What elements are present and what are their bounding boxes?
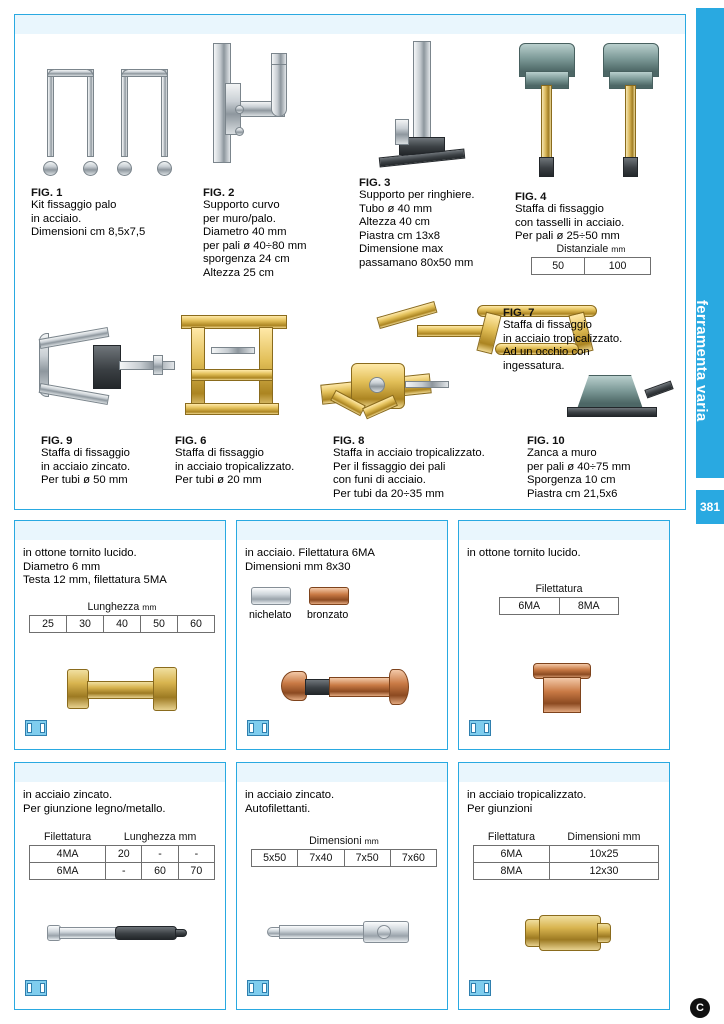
fig8-line-1: Per il fissaggio dei pali [333,460,446,473]
fig4-table-caption-text: Distanziale [556,243,609,255]
product-46540-desc-1: Dimensioni mm 8x30 [245,560,351,573]
fig4-table [531,243,651,275]
packaging-icon [469,977,491,999]
fig9-caption [41,435,171,488]
fig2-line-4: sporgenza 24 cm [203,253,290,266]
product-46600-image [267,913,427,955]
fig2-label: FIG. 2 [203,187,235,199]
product-46620-hdr-0: Filettatura [474,829,550,846]
product-46580-desc-0: in acciaio zincato. [23,789,113,801]
product-46600-val-3: 7x60 [390,850,436,867]
product-46560-table-caption-text: Filettatura [535,583,583,595]
fig8-caption [333,435,513,501]
product-46620-unit: mm [622,831,641,843]
product-46620-desc [467,789,667,816]
packaging-icon [25,717,47,739]
section-header-bg [15,15,685,34]
product-46530-table-caption-text: Lunghezza [87,601,140,613]
fig3-label: FIG. 3 [359,177,391,189]
product-46600-val-2: 7x50 [344,850,390,867]
swatch-bronzato [309,587,349,605]
product-46560-image [533,663,603,719]
fig2-caption [203,187,353,281]
fig8-label: FIG. 8 [333,435,365,447]
fig9-line-2: Per tubi ø 50 mm [41,474,128,487]
fig10-line-1: per pali ø 40÷75 mm [527,460,631,473]
fig7-line-1: in acciaio tropicalizzato. [503,332,623,345]
product-46600-desc-1: Autofilettanti. [245,802,311,815]
product-46530-table-caption [29,601,215,616]
fig10-image [561,371,681,433]
product-46600-val-0: 5x50 [252,850,298,867]
swatch-nichelato [251,587,291,605]
table-row [30,616,215,633]
product-46620-r1c0: 8MA [474,863,550,880]
product-46580-r1c3: 70 [178,863,214,880]
product-46600-table-caption [251,835,437,850]
fig4-line-0: Staffa di fissaggio [515,203,604,215]
product-46530-desc-1: Diametro 6 mm [23,560,101,573]
swatch-label-0: nichelato [249,609,292,621]
product-46580-table [29,829,215,880]
product-46620-hdr-1: Dimensioni [567,831,620,843]
product-46560-table [499,583,619,615]
product-46580-desc-1: Per giunzione legno/metallo. [23,802,166,815]
product-46600 [236,762,448,1010]
fig7-line-3: ingessatura. [503,359,565,372]
product-46530-desc-0: in ottone tornito lucido. [23,547,137,559]
product-46530-header [15,521,225,540]
product-46530-val-2: 40 [104,616,141,633]
fig10-line-2: Sporgenza 10 cm [527,474,616,487]
product-46580-r0c1: 20 [106,846,142,863]
product-46530-desc-2: Testa 12 mm, filettatura 5MA [23,574,167,587]
product-46540-header-bg [237,521,447,540]
product-46580-hdr-1-wrap [106,829,215,846]
table-header-row [30,829,215,846]
swatch-label-1: bronzato [307,609,349,621]
packaging-icon [469,717,491,739]
product-46620-header [459,763,669,782]
product-46560-desc [467,547,667,561]
product-46600-header [237,763,447,782]
fig3-line-0: Supporto per ringhiere. [359,189,475,201]
packaging-icon [247,717,269,739]
product-46560-header-bg [459,521,669,540]
product-46600-header-bg [237,763,447,782]
fig8-image [311,353,451,433]
table-row [252,850,437,867]
product-46540 [236,520,448,750]
fig4-val-0: 50 [532,258,585,275]
packaging-icon [247,977,269,999]
product-46530-table [29,601,215,633]
fig1-image [29,61,189,181]
product-46600-val-1: 7x40 [298,850,344,867]
product-46560-header [459,521,669,540]
product-46560-table-caption [499,583,619,598]
product-46530-header-bg [15,521,225,540]
fig8-line-0: Staffa in acciaio tropicalizzato. [333,447,485,459]
product-46580-desc [23,789,223,816]
product-46560 [458,520,670,750]
fig7-label: FIG. 7 [503,307,535,319]
product-46530-val-3: 50 [141,616,178,633]
side-tab [688,0,724,1024]
fig9-line-0: Staffa di fissaggio [41,447,130,459]
fig1-line-1: in acciaio. [31,212,82,225]
product-46530-val-0: 25 [30,616,67,633]
product-46560-desc-0: in ottone tornito lucido. [467,547,581,559]
product-46620-desc-0: in acciaio tropicalizzato. [467,789,587,801]
fig10-caption [527,435,687,501]
product-46620-desc-1: Per giunzioni [467,802,533,815]
fig4-val-1: 100 [585,258,651,275]
fig1-label: FIG. 1 [31,187,63,199]
product-46580 [14,762,226,1010]
fig8-line-2: con funi di acciaio. [333,474,426,487]
fig6-line-2: Per tubi ø 20 mm [175,474,262,487]
fig4-caption [515,191,683,244]
fig2-line-5: Altezza 25 cm [203,266,274,279]
product-46530-table-unit: mm [142,602,157,612]
product-46580-header [15,763,225,782]
section-antenna-accessories [14,14,686,510]
fig2-line-0: Supporto curvo [203,199,280,211]
fig4-table-caption [531,243,651,258]
product-46580-r1c0: 6MA [30,863,106,880]
fig7-line-2: Ad un occhio con [503,346,590,359]
fig2-line-2: Diametro 40 mm [203,226,287,239]
product-46600-desc-0: in acciaio zincato. [245,789,335,801]
table-row [500,598,619,615]
fig4-table-unit: mm [611,244,626,254]
page-number-badge: 381 [696,490,724,524]
product-46600-table [251,835,437,867]
table-header-row [474,829,659,846]
fig4-line-1: con tasselli in acciaio. [515,216,625,229]
product-46620-hdr-1-wrap [549,829,658,846]
fig6-line-1: in acciaio tropicalizzato. [175,460,295,473]
fig9-image [35,315,175,425]
fig9-line-1: in acciaio zincato. [41,460,131,473]
fig3-line-5: passamano 80x50 mm [359,256,474,269]
product-46540-desc [245,547,445,574]
product-46600-table-caption-text: Dimensioni [309,835,362,847]
product-46620-r0c1: 10x25 [549,846,658,863]
product-46580-r1c2: 60 [142,863,178,880]
product-46620-r1c1: 12x30 [549,863,658,880]
product-46580-r0c2: - [142,846,178,863]
fig6-label: FIG. 6 [175,435,207,447]
fig7-line-0: Staffa di fissaggio [503,319,592,331]
product-46530 [14,520,226,750]
product-46560-val-1: 8MA [559,598,619,615]
fig6-line-0: Staffa di fissaggio [175,447,264,459]
fig3-image [365,41,495,181]
product-46540-header [237,521,447,540]
fig2-line-3: per pali ø 40÷80 mm [203,239,307,252]
table-row [474,846,659,863]
fig10-label: FIG. 10 [527,435,565,447]
fig10-line-0: Zanca a muro [527,447,597,459]
fig4-image [511,39,681,189]
product-46530-desc [23,547,223,588]
product-46600-desc [245,789,445,816]
section-header [15,15,685,34]
fig3-line-3: Piastra cm 13x8 [359,229,440,242]
product-46620-r0c0: 6MA [474,846,550,863]
product-46560-val-0: 6MA [500,598,560,615]
product-46620-image [525,913,615,959]
fig1-line-0: Kit fissaggio palo [31,199,117,211]
product-46530-val-4: 60 [178,616,215,633]
product-46580-r0c0: 4MA [30,846,106,863]
fig3-caption [359,177,509,271]
product-46620-header-bg [459,763,669,782]
table-row [30,863,215,880]
product-46580-unit: mm [178,831,197,843]
product-46580-header-bg [15,763,225,782]
fig7-caption [503,307,678,373]
fig3-line-4: Dimensione max [359,243,444,256]
product-46580-r1c1: - [106,863,142,880]
side-tab-label: ferramenta varia [693,300,710,422]
fig8-line-3: Per tubi da 20÷35 mm [333,487,445,500]
product-46620-table [473,829,659,880]
fig3-line-2: Altezza 40 cm [359,216,430,229]
fig2-line-1: per muro/palo. [203,212,276,225]
fig9-label: FIG. 9 [41,435,73,447]
product-46580-hdr-1: Lunghezza [123,831,176,843]
product-46620 [458,762,670,1010]
table-row [532,258,651,275]
product-46540-desc-0: in acciaio. Filettatura 6MA [245,547,375,559]
product-46530-val-1: 30 [67,616,104,633]
packaging-icon [25,977,47,999]
fig6-caption [175,435,325,488]
fig2-image [201,43,341,183]
fig4-label: FIG. 4 [515,191,547,203]
fig3-line-1: Tubo ø 40 mm [359,202,433,215]
brand-logo: C [690,998,710,1018]
fig1-line-2: Dimensioni cm 8,5x7,5 [31,226,146,239]
product-46580-image [47,915,197,955]
fig1-caption [31,187,191,240]
product-46600-table-unit: mm [364,836,379,846]
product-46530-image [67,661,187,717]
fig4-line-2: Per pali ø 25÷50 mm [515,230,620,243]
product-46540-image [281,659,421,719]
table-row [474,863,659,880]
product-46580-hdr-0: Filettatura [30,829,106,846]
table-row [30,846,215,863]
product-46580-r0c3: - [178,846,214,863]
fig10-line-3: Piastra cm 21,5x6 [527,487,618,500]
fig6-image [175,307,305,427]
